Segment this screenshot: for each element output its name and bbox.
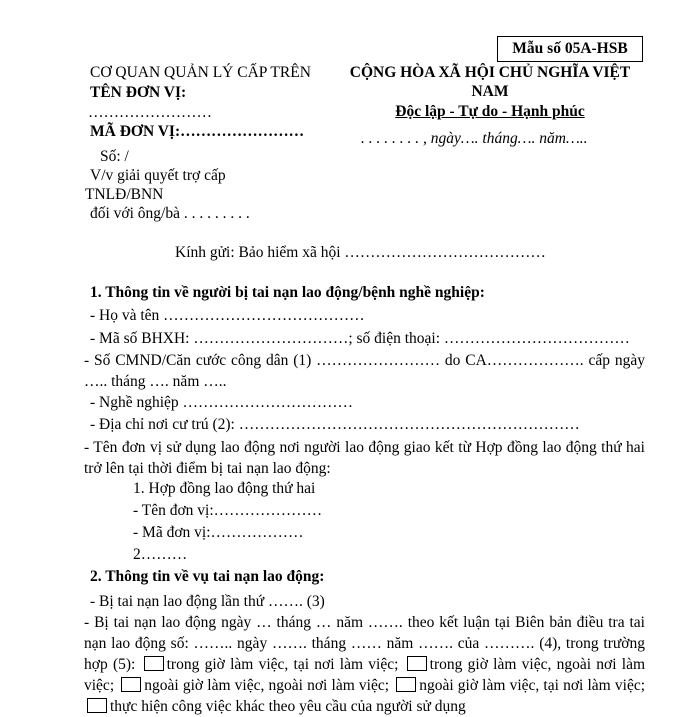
id-card-paragraph: - Số CMND/Căn cước công dân (1) …………………… do CA………………. cấp ngày ….. tháng …. năm ….. bbox=[84, 352, 645, 390]
subject-line-2: TNLĐ/BNN bbox=[85, 186, 164, 203]
occupation-line: - Nghề nghiệp …………………………… bbox=[90, 394, 354, 411]
social-insurance-line: - Mã số BHXH: …………………………; số điện thoại: ……………………………… bbox=[90, 330, 630, 347]
case-checkbox-3[interactable] bbox=[121, 677, 141, 692]
accident-occurrence-line: - Bị tai nạn lao động lần thứ ……. (3) bbox=[90, 593, 325, 610]
second-unit-code-line: - Mã đơn vị:……………… bbox=[133, 524, 304, 541]
employer-paragraph: - Tên đơn vị sử dụng lao động nơi người lao động giao kết từ Hợp đồng lao động thứ hai trở lên tại thời điểm bị tai nạn lao động: bbox=[84, 439, 645, 477]
case-checkbox-1[interactable] bbox=[144, 656, 164, 671]
date-line: . . . . . . . . , ngày…. tháng…. năm….. bbox=[361, 130, 588, 147]
national-motto: Độc lập - Tự do - Hạnh phúc bbox=[395, 103, 585, 120]
section-2-title: 2. Thông tin về vụ tai nạn lao động: bbox=[90, 568, 325, 585]
full-name-line: - Họ và tên ………………………………… bbox=[90, 307, 365, 324]
form-code-box: Mẫu số 05A-HSB bbox=[497, 36, 643, 62]
document-number: Số: / bbox=[100, 148, 129, 165]
case-checkbox-5[interactable] bbox=[87, 698, 107, 713]
subject-line-1: V/v giải quyết trợ cấp bbox=[90, 167, 226, 184]
republic-name-line-1: CỘNG HÒA XÃ HỘI CHỦ NGHĨA VIỆT bbox=[349, 64, 631, 81]
agency-name: CƠ QUAN QUẢN LÝ CẤP TRÊN bbox=[90, 64, 311, 81]
residence-line: - Địa chỉ nơi cư trú (2): ………………………………………………………… bbox=[90, 416, 580, 433]
unit-code-label: MÃ ĐƠN VỊ:…………………… bbox=[90, 123, 305, 140]
item-2-line: 2……… bbox=[133, 546, 188, 563]
accident-paragraph: - Bị tai nạn lao động ngày … tháng … năm ……. theo kết luận tại Biên bản điều tra tai nạn lao động số: …….. ngày ……. tháng …… năm ……. của ………. (4), trong trường hợp (5): trong giờ làm việc, tại nơi làm việc; trong giờ làm việc, ngoài nơi làm việc; ngoài giờ làm việc, ngoài nơi làm việc; ngoài giờ làm việc, tại nơi làm việc; thực hiện công việc khác theo yêu cầu của người sử dụng bbox=[84, 614, 646, 715]
recipient-line: Kính gửi: Bảo hiểm xã hội ………………………………… bbox=[175, 244, 546, 261]
section-1-title: 1. Thông tin về người bị tai nạn lao động/bệnh nghề nghiệp: bbox=[90, 284, 485, 301]
subject-line-3: đối với ông/bà . . . . . . . . . bbox=[90, 205, 250, 222]
unit-name-dots: …………………… bbox=[88, 104, 212, 121]
unit-name-label: TÊN ĐƠN VỊ: bbox=[90, 84, 187, 101]
case-checkbox-4[interactable] bbox=[396, 677, 416, 692]
case-checkbox-2[interactable] bbox=[407, 656, 427, 671]
republic-name-line-2: NAM bbox=[471, 83, 509, 100]
second-unit-name-line: - Tên đơn vị:………………… bbox=[133, 502, 323, 519]
second-contract-item: 1. Hợp đồng lao động thứ hai bbox=[133, 480, 316, 497]
